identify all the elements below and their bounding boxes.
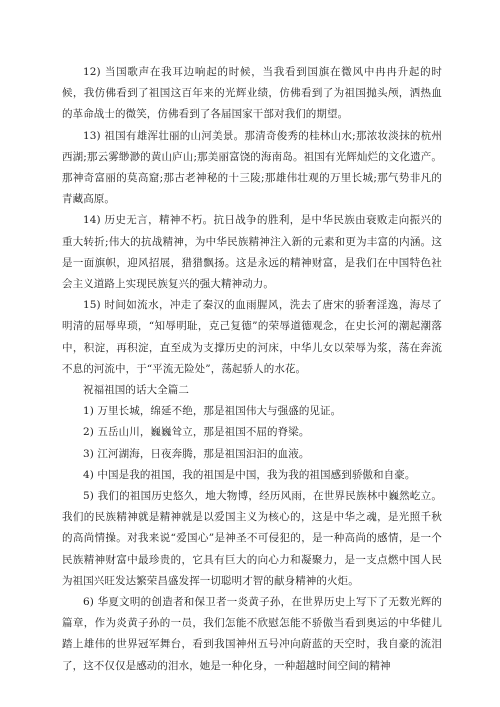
paragraph-15: 15) 时间如流水，冲走了秦汉的血雨腥风，洗去了唐宋的骄奢淫逸，海尽了明清的屈辱卑琐，“知辱明耻，克己复德”的荣辱道德观念，在史长河的潮起潮落中，积淀，再积淀，直至成为支撑历史的河床，中华儿女以荣辱为浆，荡在奔流不息的河流中，于“平流无险处”，荡起骄人的水花。 <box>62 299 442 375</box>
list-item: 1) 万里长城，绵延不绝，那是祖国伟大与强盛的见证。 <box>83 405 342 418</box>
paragraph-5: 5) 我们的祖国历史悠久，地大物博，经历风雨，在世界民族林中巍然屹立。我们的民族精神就是精神就是以爱国主义为核心的，这是中华之魂，是光照千秋的高尚情操。对我来说“爱国心”是神圣不可侵犯的，是一种高尚的感情，是一个民族精神财富中最珍贵的，它具有巨大的向心力和凝聚力，是一支点燃中国人民为祖国兴旺发达繁荣昌盛发挥一切聪明才智的献身精神的火炬。 <box>62 490 442 587</box>
paragraph-13: 13) 祖国有雄浑壮丽的山河美景。那清奇俊秀的桂林山水;那浓妆淡抹的杭州西湖;那云雾缈渺的黄山庐山;那美丽富饶的海南岛。祖国有光辉灿烂的文化遗产。那神奇富丽的莫高窟;那古老神秘的十三陵;那雄伟壮观的万里长城;那气势非凡的青藏高原。 <box>62 129 442 206</box>
document-page <box>62 62 442 677</box>
list-item: 4) 中国是我的祖国，我的祖国是中国，我为我的祖国感到骄傲和自豪。 <box>83 468 416 481</box>
list-item: 2) 五岳山川，巍巍耸立，那是祖国不屈的脊梁。 <box>83 426 310 439</box>
paragraph-12: 12) 当国歌声在我耳边响起的时候，当我看到国旗在微风中冉冉升起的时候，我仿佛看到了祖国这百年来的光辉业绩，仿佛看到了为祖国抛头颅，洒热血的革命战士的微笑，仿佛看到了各届国家干部对我们的期望。 <box>62 66 442 121</box>
paragraph-14: 14) 历史无言，精神不朽。抗日战争的胜利，是中华民族由衰败走向振兴的重大转折;伟大的抗战精神，为中华民族精神注入新的元素和更为丰富的内涵。这是一面旗帜，迎风招展，猎猎飘扬。这是永远的精神财富，是我们在中国特色社会主义道路上实现民族复兴的强大精神动力。 <box>62 214 442 291</box>
list-item: 3) 江河湖海，日夜奔腾，那是祖国汩汩的血液。 <box>83 447 310 460</box>
section-heading: 祝福祖国的话大全篇二 <box>83 384 189 397</box>
paragraph-6: 6) 华夏文明的创造者和保卫者一炎黄子孙，在世界历史上写下了无数光辉的篇章，作为炎黄子孙的一员，我们怎能不欣慰怎能不骄傲当看到奥运的中华健儿踏上雄伟的世界冠军舞台，看到我国神州五号冲向蔚蓝的天空时，我自豪的流泪了，这不仅仅是感动的泪水，她是一种化身，一种超越时间空间的精神 <box>62 596 442 672</box>
